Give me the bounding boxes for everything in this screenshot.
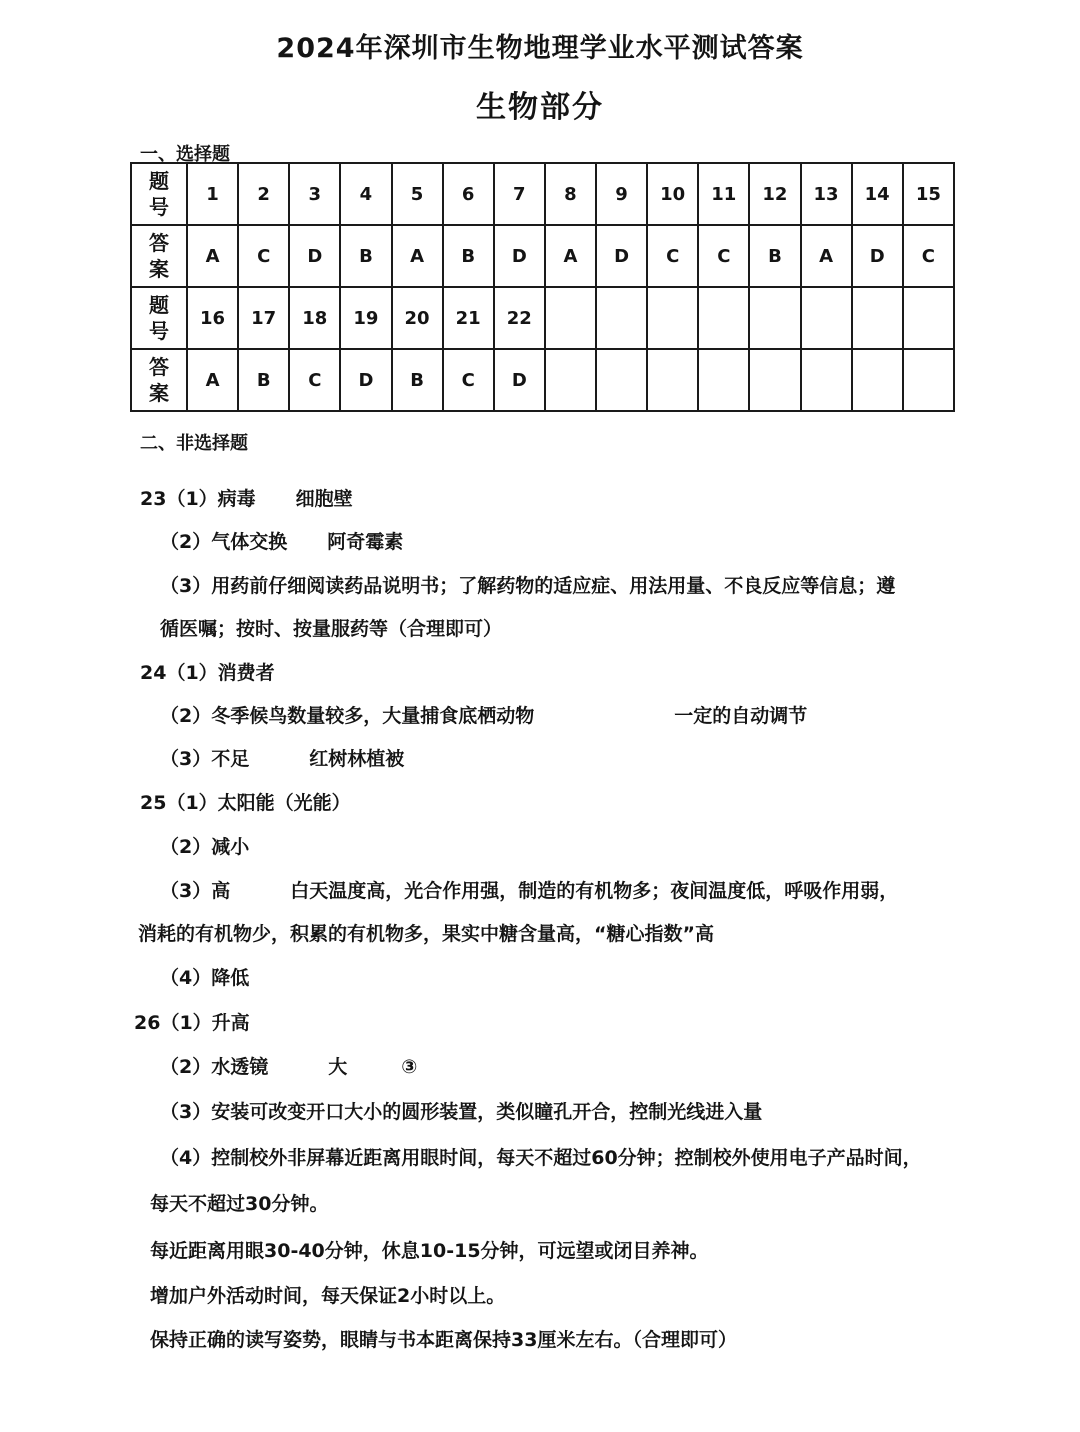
q24-part3-answer-a: （3）不足 xyxy=(160,748,250,770)
q24-part2 xyxy=(160,701,807,728)
question-number-cell: 20 xyxy=(392,287,443,349)
page-title: 2024年深圳市生物地理学业水平测试答案 xyxy=(276,33,804,64)
answer-cell: B xyxy=(749,225,800,287)
page-subtitle: 生物部分 xyxy=(476,90,604,125)
question-number-cell: 10 xyxy=(647,163,698,225)
answer-cell: C xyxy=(698,225,749,287)
answer-cell xyxy=(698,349,749,411)
answer-cell: A xyxy=(392,225,443,287)
q26-part3: （3）安装可改变开口大小的圆形装置，类似瞳孔开合，控制光线进入量 xyxy=(160,1101,763,1123)
answer-cell: D xyxy=(494,349,545,411)
answer-cell xyxy=(647,349,698,411)
answer-cell: C xyxy=(903,225,954,287)
answer-cell: B xyxy=(238,349,289,411)
q23-part3-line2: 循医嘱；按时、按量服药等（合理即可） xyxy=(160,618,503,640)
answer-cell: A xyxy=(545,225,596,287)
q23-part1-answer-b: 细胞壁 xyxy=(295,488,353,510)
q26-part2-answer-a: （2）水透镜 xyxy=(160,1056,269,1078)
question-number-cell: 18 xyxy=(289,287,340,349)
q26-part1: 26（1）升高 xyxy=(134,1012,250,1034)
q23-part2 xyxy=(160,527,403,554)
q23-part3-line1: （3）用药前仔细阅读药品说明书；了解药物的适应症、用法用量、不良反应等信息；遵 xyxy=(160,575,896,597)
table-row-answers-2 xyxy=(131,349,954,411)
question-number-cell: 5 xyxy=(392,163,443,225)
question-number-cell: 16 xyxy=(187,287,238,349)
question-number-cell: 13 xyxy=(801,163,852,225)
answer-cell: C xyxy=(443,349,494,411)
answer-cell xyxy=(545,349,596,411)
q26-part2-answer-c: ③ xyxy=(401,1056,418,1078)
question-number-cell xyxy=(698,287,749,349)
question-number-cell: 15 xyxy=(903,163,954,225)
q23-part2-answer-b: 阿奇霉素 xyxy=(327,531,404,553)
question-number-cell xyxy=(852,287,903,349)
q26-part4-line2: 每天不超过30分钟。 xyxy=(150,1193,329,1215)
q26-part4-line1: （4）控制校外非屏幕近距离用眼时间，每天不超过60分钟；控制校外使用电子产品时间， xyxy=(160,1147,922,1169)
table-row-question-numbers-1 xyxy=(131,163,954,225)
answer-cell: A xyxy=(187,225,238,287)
question-number-cell: 3 xyxy=(289,163,340,225)
q25-part1: 25（1）太阳能（光能） xyxy=(140,792,351,814)
question-number-cell xyxy=(545,287,596,349)
q24-part2-answer-b: 一定的自动调节 xyxy=(674,705,808,727)
row-label-question: 题 号 xyxy=(131,163,187,225)
q25-part3-line2: 消耗的有机物少，积累的有机物多，果实中糖含量高，“糖心指数”高 xyxy=(138,923,714,945)
answer-cell: B xyxy=(340,225,391,287)
section-heading-multiple-choice: 一、选择题 xyxy=(140,144,230,165)
row-label-answer: 答 案 xyxy=(131,225,187,287)
q24-part3 xyxy=(160,744,404,771)
question-number-cell xyxy=(903,287,954,349)
q23-part1-answer-a: 23（1）病毒 xyxy=(140,488,256,510)
question-number-cell: 12 xyxy=(749,163,800,225)
question-number-cell xyxy=(596,287,647,349)
q25-part3-answer-b: 白天温度高，光合作用强，制造的有机物多；夜间温度低，呼吸作用弱， xyxy=(290,880,899,902)
q23-part1 xyxy=(140,484,353,511)
q26-part4-line5: 保持正确的读写姿势，眼睛与书本距离保持33厘米左右。（合理即可） xyxy=(150,1329,737,1351)
q23-part2-answer-a: （2）气体交换 xyxy=(160,531,288,553)
row-label-question: 题 号 xyxy=(131,287,187,349)
q25-part4: （4）降低 xyxy=(160,967,250,989)
answer-cell: D xyxy=(852,225,903,287)
question-number-cell: 6 xyxy=(443,163,494,225)
question-number-cell xyxy=(801,287,852,349)
question-number-cell: 9 xyxy=(596,163,647,225)
question-number-cell: 21 xyxy=(443,287,494,349)
answer-cell xyxy=(596,349,647,411)
answer-cell xyxy=(852,349,903,411)
row-label-answer: 答 案 xyxy=(131,349,187,411)
answer-cell xyxy=(903,349,954,411)
q25-part2: （2）减小 xyxy=(160,836,250,858)
answer-cell xyxy=(801,349,852,411)
answer-cell: A xyxy=(187,349,238,411)
table-row-answers-1 xyxy=(131,225,954,287)
question-number-cell: 4 xyxy=(340,163,391,225)
answer-cell: C xyxy=(289,349,340,411)
q26-part4-line3: 每近距离用眼30-40分钟，休息10-15分钟，可远望或闭目养神。 xyxy=(150,1240,709,1262)
question-number-cell: 1 xyxy=(187,163,238,225)
question-number-cell: 19 xyxy=(340,287,391,349)
q24-part2-answer-a: （2）冬季候鸟数量较多，大量捕食底栖动物 xyxy=(160,705,535,727)
question-number-cell: 17 xyxy=(238,287,289,349)
question-number-cell xyxy=(647,287,698,349)
question-number-cell: 2 xyxy=(238,163,289,225)
q25-part3-line1 xyxy=(160,876,898,903)
answer-cell: B xyxy=(443,225,494,287)
question-number-cell: 14 xyxy=(852,163,903,225)
q24-part3-answer-b: 红树林植被 xyxy=(309,748,405,770)
answer-cell: D xyxy=(289,225,340,287)
table-row-question-numbers-2 xyxy=(131,287,954,349)
answer-cell: D xyxy=(596,225,647,287)
answer-cell: C xyxy=(647,225,698,287)
answer-cell xyxy=(749,349,800,411)
question-number-cell: 8 xyxy=(545,163,596,225)
section-heading-non-multiple-choice: 二、非选择题 xyxy=(140,433,248,454)
question-number-cell: 11 xyxy=(698,163,749,225)
answer-table xyxy=(130,162,955,412)
answer-cell: A xyxy=(801,225,852,287)
answer-cell: D xyxy=(494,225,545,287)
q25-part3-answer-a: （3）高 xyxy=(160,880,231,902)
q26-part2-answer-b: 大 xyxy=(328,1056,348,1078)
answer-cell: C xyxy=(238,225,289,287)
q26-part4-line4: 增加户外活动时间，每天保证2小时以上。 xyxy=(150,1285,506,1307)
question-number-cell: 22 xyxy=(494,287,545,349)
q24-part1: 24（1）消费者 xyxy=(140,662,275,684)
answer-cell: D xyxy=(340,349,391,411)
answer-cell: B xyxy=(392,349,443,411)
question-number-cell xyxy=(749,287,800,349)
question-number-cell: 7 xyxy=(494,163,545,225)
q26-part2 xyxy=(160,1052,417,1079)
